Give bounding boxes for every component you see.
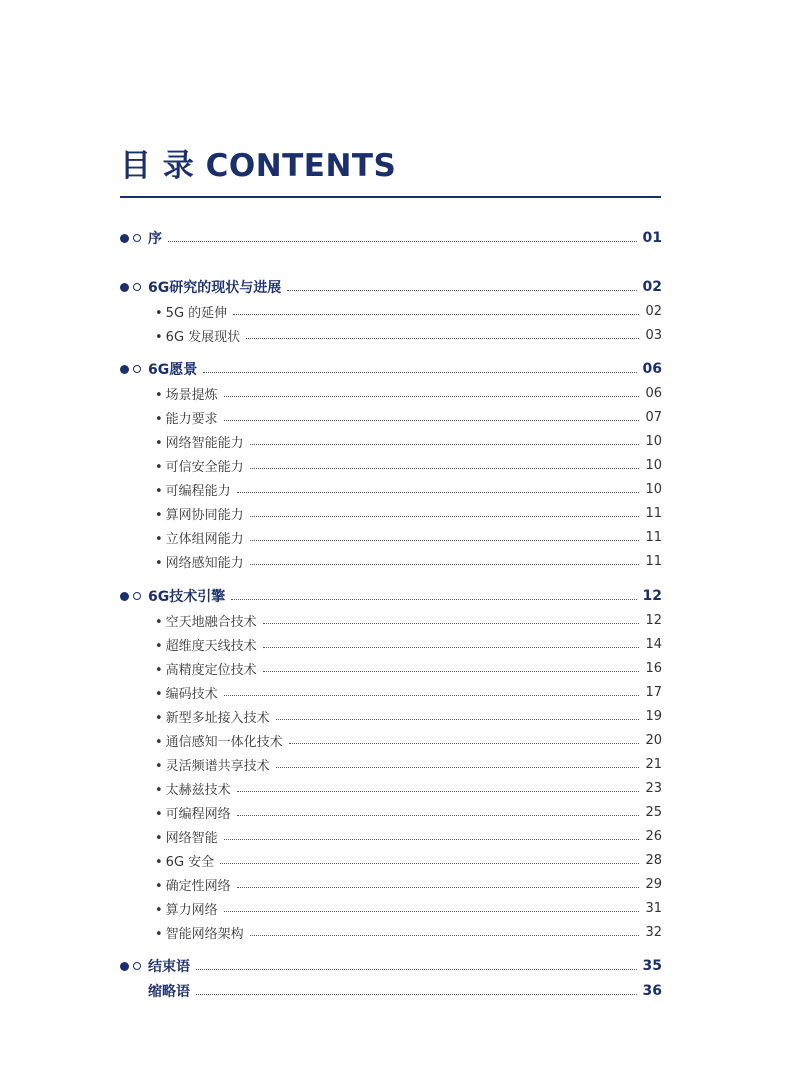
- item-text: 6G 安全: [165, 854, 215, 870]
- bullet-icon: •: [155, 854, 163, 870]
- section-title: 6G研究的现状与进展: [148, 280, 282, 296]
- dot-leader: [276, 719, 640, 720]
- item-page-number: 28: [645, 852, 662, 868]
- toc-item-row[interactable]: [155, 657, 662, 679]
- bullet-icon: •: [155, 758, 163, 774]
- item-page-number: 02: [645, 303, 662, 319]
- toc-item-row[interactable]: [155, 801, 662, 823]
- dot-leader: [224, 695, 640, 696]
- toc-item-row[interactable]: [155, 382, 662, 404]
- item-text: 超维度天线技术: [165, 638, 257, 654]
- item-title: [155, 683, 218, 702]
- item-page-number: 17: [645, 684, 662, 700]
- dot-leader: [276, 767, 640, 768]
- dot-leader: [246, 338, 639, 339]
- item-title: [155, 755, 270, 774]
- item-title: [155, 851, 214, 870]
- item-page-number: 29: [645, 876, 662, 892]
- item-page-number: 12: [645, 612, 662, 628]
- section-page-number: 02: [642, 279, 662, 295]
- section-bullets: [120, 283, 148, 292]
- hollow-dot-icon: [133, 283, 141, 291]
- bullet-icon: •: [155, 638, 163, 654]
- item-page-number: 11: [645, 505, 662, 521]
- bullet-icon: •: [155, 435, 163, 451]
- item-page-number: 21: [645, 756, 662, 772]
- dot-leader: [237, 791, 640, 792]
- item-text: 网络感知能力: [165, 555, 244, 571]
- item-title: [155, 528, 244, 547]
- item-title: [155, 302, 227, 321]
- toc-item-row[interactable]: [155, 897, 662, 919]
- item-title: [155, 827, 218, 846]
- item-text: 能力要求: [165, 411, 218, 427]
- item-text: 确定性网络: [165, 878, 231, 894]
- toc-section-row[interactable]: [120, 585, 662, 607]
- dot-leader: [224, 420, 640, 421]
- item-title: [155, 611, 257, 630]
- section-page-number: 35: [642, 958, 662, 974]
- item-title: [155, 875, 231, 894]
- toc-item-row[interactable]: [155, 849, 662, 871]
- bullet-icon: •: [155, 902, 163, 918]
- toc-item-row[interactable]: [155, 454, 662, 476]
- item-title: [155, 659, 257, 678]
- bullet-icon: •: [155, 305, 163, 321]
- item-page-number: 32: [645, 924, 662, 940]
- item-page-number: 16: [645, 660, 662, 676]
- item-page-number: 03: [645, 327, 662, 343]
- toc-item-row[interactable]: [155, 406, 662, 428]
- toc-section-row[interactable]: [120, 276, 662, 298]
- item-text: 场景提炼: [165, 387, 218, 403]
- dot-leader: [250, 935, 640, 936]
- toc-item-row[interactable]: [155, 705, 662, 727]
- item-text: 6G 发展现状: [165, 329, 241, 345]
- dot-leader: [263, 623, 640, 624]
- item-title: [155, 899, 218, 918]
- item-text: 网络智能: [165, 830, 218, 846]
- bullet-icon: •: [155, 926, 163, 942]
- item-page-number: 10: [645, 433, 662, 449]
- item-title: [155, 803, 231, 822]
- item-title: [155, 635, 257, 654]
- section-bullets: [120, 365, 148, 374]
- filled-dot-icon: [120, 234, 129, 243]
- dot-leader: [250, 444, 640, 445]
- item-title: [155, 456, 244, 475]
- item-text: 算力网络: [165, 902, 218, 918]
- item-page-number: 10: [645, 457, 662, 473]
- toc-item-row[interactable]: [155, 430, 662, 452]
- dot-leader: [203, 372, 636, 373]
- filled-dot-icon: [120, 592, 129, 601]
- dot-leader: [250, 516, 640, 517]
- item-page-number: 06: [645, 385, 662, 401]
- toc-item-row[interactable]: [155, 753, 662, 775]
- hollow-dot-icon: [133, 592, 141, 600]
- hollow-dot-icon: [133, 234, 141, 242]
- item-text: 算网协同能力: [165, 507, 244, 523]
- item-title: [155, 552, 244, 571]
- dot-leader: [237, 492, 640, 493]
- item-title: [155, 779, 231, 798]
- dot-leader: [224, 396, 640, 397]
- item-title: [155, 504, 244, 523]
- section-title: 序: [148, 231, 162, 247]
- toc-item-row[interactable]: [155, 300, 662, 322]
- item-text: 空天地融合技术: [165, 614, 257, 630]
- toc-item-row[interactable]: [155, 478, 662, 500]
- section-title: 结束语: [148, 959, 190, 975]
- dot-leader: [250, 540, 640, 541]
- item-page-number: 11: [645, 553, 662, 569]
- toc-item-row[interactable]: [155, 873, 662, 895]
- bullet-icon: •: [155, 555, 163, 571]
- dot-leader: [196, 994, 637, 995]
- toc-item-row[interactable]: [155, 324, 662, 346]
- dot-leader: [196, 969, 637, 970]
- bullet-icon: •: [155, 614, 163, 630]
- item-text: 可信安全能力: [165, 459, 244, 475]
- section-title: 6G技术引擎: [148, 589, 226, 605]
- toc-section-row[interactable]: [120, 358, 662, 380]
- dot-leader: [287, 290, 636, 291]
- bullet-icon: •: [155, 830, 163, 846]
- bullet-icon: •: [155, 710, 163, 726]
- item-title: [155, 408, 218, 427]
- item-text: 网络智能能力: [165, 435, 244, 451]
- filled-dot-icon: [120, 365, 129, 374]
- toc-item-row[interactable]: [155, 550, 662, 572]
- item-text: 可编程能力: [165, 483, 231, 499]
- item-title: [155, 326, 240, 345]
- toc-section-row[interactable]: [120, 980, 662, 1002]
- item-page-number: 14: [645, 636, 662, 652]
- section-title: 缩略语: [148, 984, 190, 1000]
- item-title: [155, 432, 244, 451]
- section-bullets: [120, 962, 148, 971]
- toc-section-row[interactable]: [120, 955, 662, 977]
- item-text: 智能网络架构: [165, 926, 244, 942]
- toc-item-row[interactable]: [155, 825, 662, 847]
- item-text: 可编程网络: [165, 806, 231, 822]
- item-text: 高精度定位技术: [165, 662, 257, 678]
- toc-item-row[interactable]: [155, 921, 662, 943]
- item-text: 5G 的延伸: [165, 305, 228, 321]
- section-page-number: 36: [642, 983, 662, 999]
- item-page-number: 10: [645, 481, 662, 497]
- bullet-icon: •: [155, 507, 163, 523]
- item-text: 新型多址接入技术: [165, 710, 270, 726]
- dot-leader: [224, 839, 640, 840]
- toc-item-row[interactable]: [155, 502, 662, 524]
- toc-section-row[interactable]: [120, 227, 662, 249]
- item-text: 太赫兹技术: [165, 782, 231, 798]
- item-page-number: 23: [645, 780, 662, 796]
- item-page-number: 11: [645, 529, 662, 545]
- item-text: 灵活频谱共享技术: [165, 758, 270, 774]
- toc-item-row[interactable]: [155, 609, 662, 631]
- bullet-icon: •: [155, 459, 163, 475]
- toc-item-row[interactable]: [155, 777, 662, 799]
- item-page-number: 19: [645, 708, 662, 724]
- dot-leader: [263, 671, 640, 672]
- bullet-icon: •: [155, 734, 163, 750]
- section-page-number: 12: [642, 588, 662, 604]
- bullet-icon: •: [155, 483, 163, 499]
- dot-leader: [289, 743, 640, 744]
- toc-item-row[interactable]: [155, 729, 662, 751]
- item-title: [155, 923, 244, 942]
- dot-leader: [220, 863, 639, 864]
- bullet-icon: •: [155, 329, 163, 345]
- section-bullets: [120, 592, 148, 601]
- item-text: 编码技术: [165, 686, 218, 702]
- item-title: [155, 384, 218, 403]
- dot-leader: [237, 815, 640, 816]
- page-title: 目 录 CONTENTS: [120, 148, 397, 184]
- item-text: 立体组网能力: [165, 531, 244, 547]
- bullet-icon: •: [155, 387, 163, 403]
- dot-leader: [233, 314, 639, 315]
- filled-dot-icon: [120, 283, 129, 292]
- item-page-number: 07: [645, 409, 662, 425]
- dot-leader: [231, 599, 636, 600]
- item-title: [155, 480, 231, 499]
- filled-dot-icon: [120, 962, 129, 971]
- section-page-number: 06: [642, 361, 662, 377]
- bullet-icon: •: [155, 662, 163, 678]
- dot-leader: [224, 911, 640, 912]
- item-page-number: 26: [645, 828, 662, 844]
- dot-leader: [168, 241, 637, 242]
- hollow-dot-icon: [133, 365, 141, 373]
- item-page-number: 31: [645, 900, 662, 916]
- section-title: 6G愿景: [148, 362, 198, 378]
- dot-leader: [263, 647, 640, 648]
- dot-leader: [250, 468, 640, 469]
- section-page-number: 01: [642, 230, 662, 246]
- toc-item-row[interactable]: [155, 633, 662, 655]
- bullet-icon: •: [155, 686, 163, 702]
- item-text: 通信感知一体化技术: [165, 734, 283, 750]
- bullet-icon: •: [155, 878, 163, 894]
- dot-leader: [250, 564, 640, 565]
- bullet-icon: •: [155, 806, 163, 822]
- item-title: [155, 707, 270, 726]
- bullet-icon: •: [155, 782, 163, 798]
- item-page-number: 25: [645, 804, 662, 820]
- section-bullets: [120, 234, 148, 243]
- item-page-number: 20: [645, 732, 662, 748]
- toc-item-row[interactable]: [155, 681, 662, 703]
- dot-leader: [237, 887, 640, 888]
- hollow-dot-icon: [133, 962, 141, 970]
- bullet-icon: •: [155, 411, 163, 427]
- toc-item-row[interactable]: [155, 526, 662, 548]
- item-title: [155, 731, 283, 750]
- bullet-icon: •: [155, 531, 163, 547]
